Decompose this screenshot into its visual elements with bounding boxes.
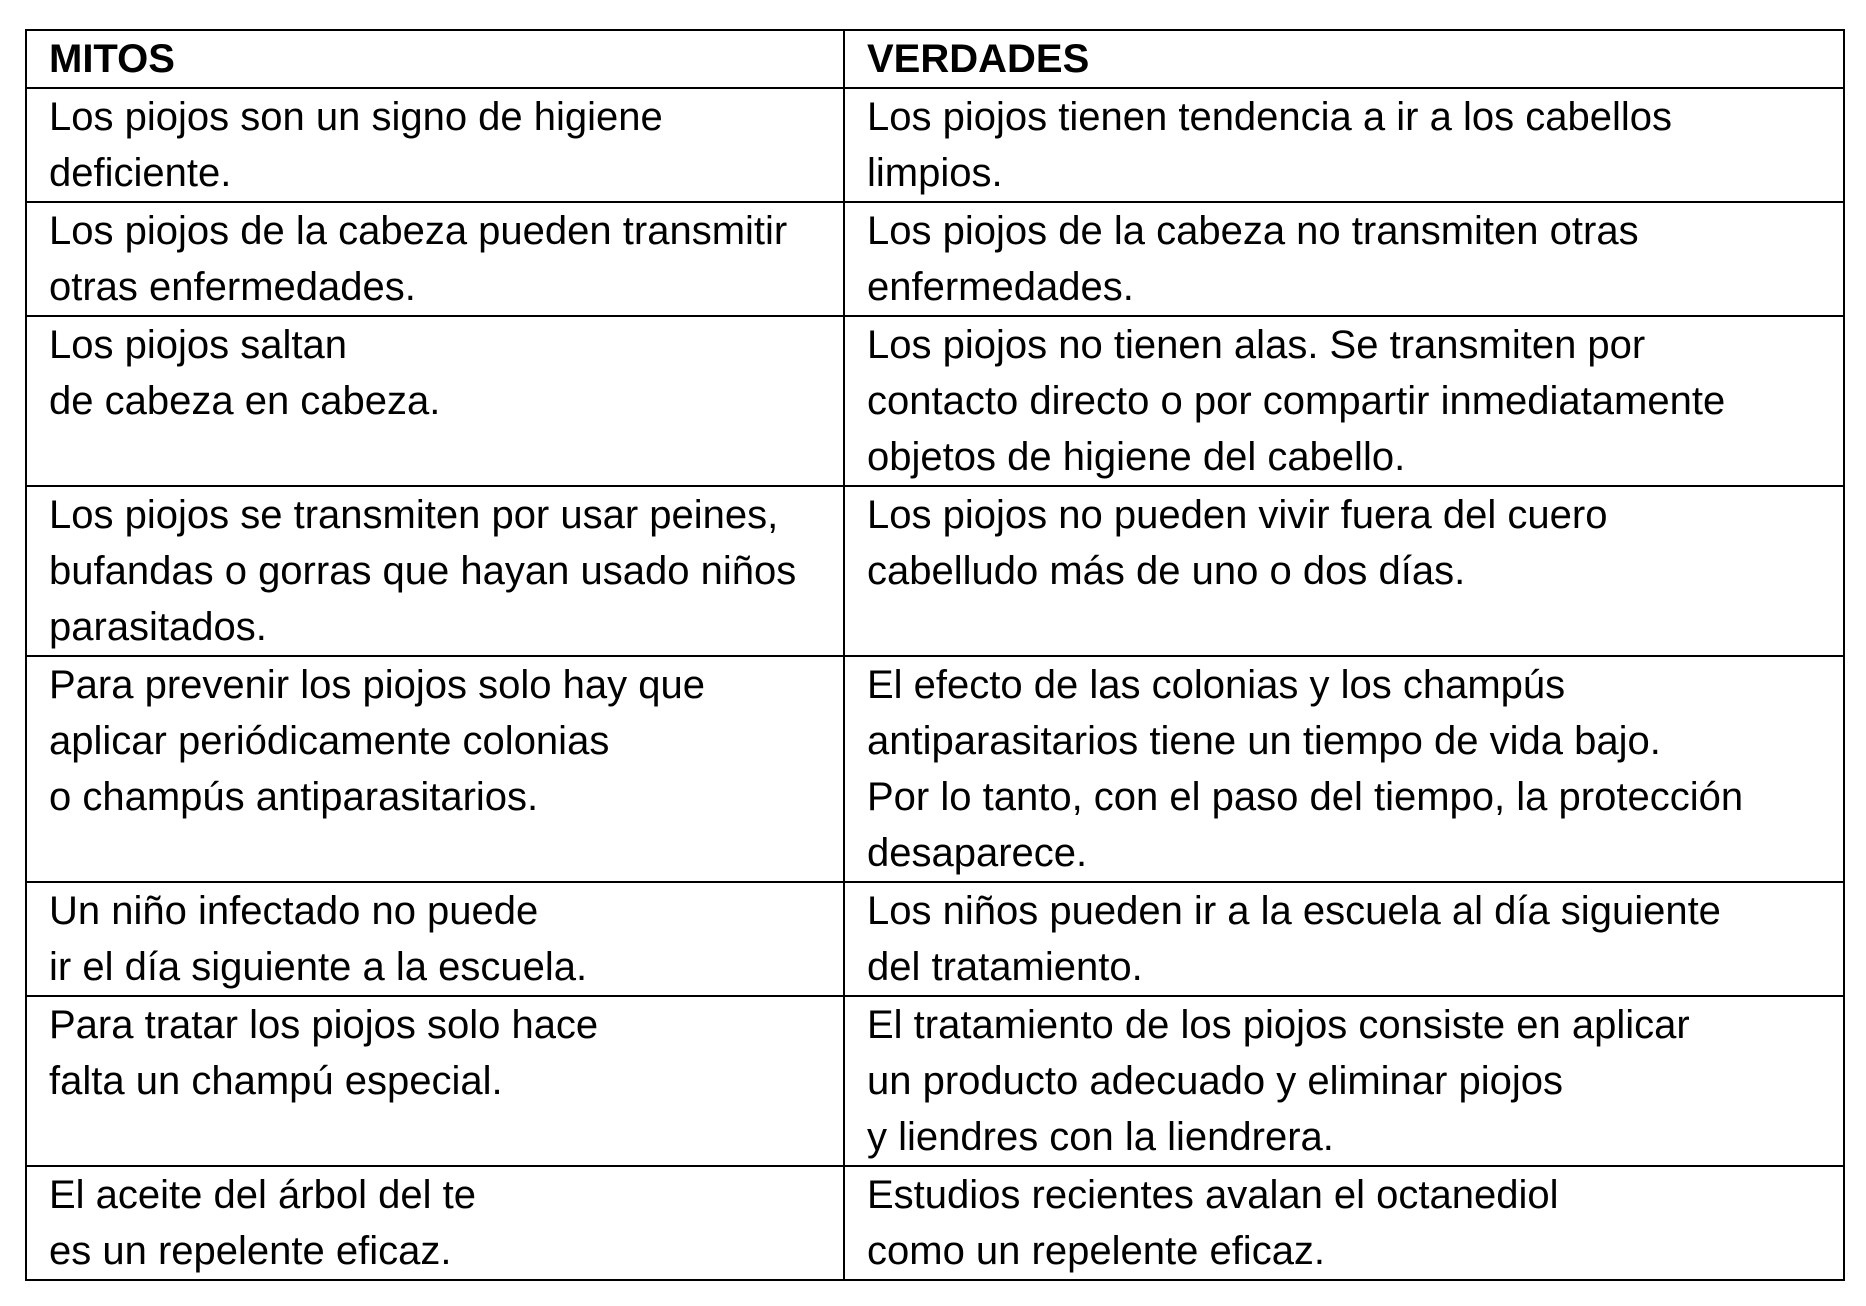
myth-cell: El aceite del árbol del te es un repelente eficaz.: [26, 1166, 844, 1280]
myths-vs-truths-table: [25, 29, 1845, 1281]
myth-cell: Para tratar los piojos solo hace falta un champú especial.: [26, 996, 844, 1166]
truth-cell: El tratamiento de los piojos consiste en aplicar un producto adecuado y eliminar piojos y liendres con la liendrera.: [844, 996, 1844, 1166]
truth-cell: El efecto de las colonias y los champús antiparasitarios tiene un tiempo de vida bajo. Por lo tanto, con el paso del tiempo, la protección desaparece.: [844, 656, 1844, 882]
table-row: [26, 656, 1844, 882]
truth-cell: Los niños pueden ir a la escuela al día siguiente del tratamiento.: [844, 882, 1844, 996]
table-header-row: [26, 30, 1844, 88]
truth-cell: Los piojos no tienen alas. Se transmiten por contacto directo o por compartir inmediatamente objetos de higiene del cabello.: [844, 316, 1844, 486]
truth-cell: Los piojos no pueden vivir fuera del cuero cabelludo más de uno o dos días.: [844, 486, 1844, 656]
header-verdades: VERDADES: [844, 30, 1844, 88]
truth-cell: Estudios recientes avalan el octanediol como un repelente eficaz.: [844, 1166, 1844, 1280]
myth-cell: Los piojos de la cabeza pueden transmitir otras enfermedades.: [26, 202, 844, 316]
table-row: [26, 996, 1844, 1166]
table-row: [26, 88, 1844, 202]
myth-cell: Para prevenir los piojos solo hay que aplicar periódicamente colonias o champús antiparasitarios.: [26, 656, 844, 882]
table-row: [26, 882, 1844, 996]
truth-cell: Los piojos de la cabeza no transmiten otras enfermedades.: [844, 202, 1844, 316]
table-row: [26, 202, 1844, 316]
table-row: [26, 486, 1844, 656]
table-row: [26, 316, 1844, 486]
truth-cell: Los piojos tienen tendencia a ir a los cabellos limpios.: [844, 88, 1844, 202]
myth-cell: Los piojos saltan de cabeza en cabeza.: [26, 316, 844, 486]
table-row: [26, 1166, 1844, 1280]
myth-cell: Los piojos se transmiten por usar peines, bufandas o gorras que hayan usado niños parasitados.: [26, 486, 844, 656]
header-mitos: MITOS: [26, 30, 844, 88]
myth-cell: Un niño infectado no puede ir el día siguiente a la escuela.: [26, 882, 844, 996]
myth-cell: Los piojos son un signo de higiene deficiente.: [26, 88, 844, 202]
